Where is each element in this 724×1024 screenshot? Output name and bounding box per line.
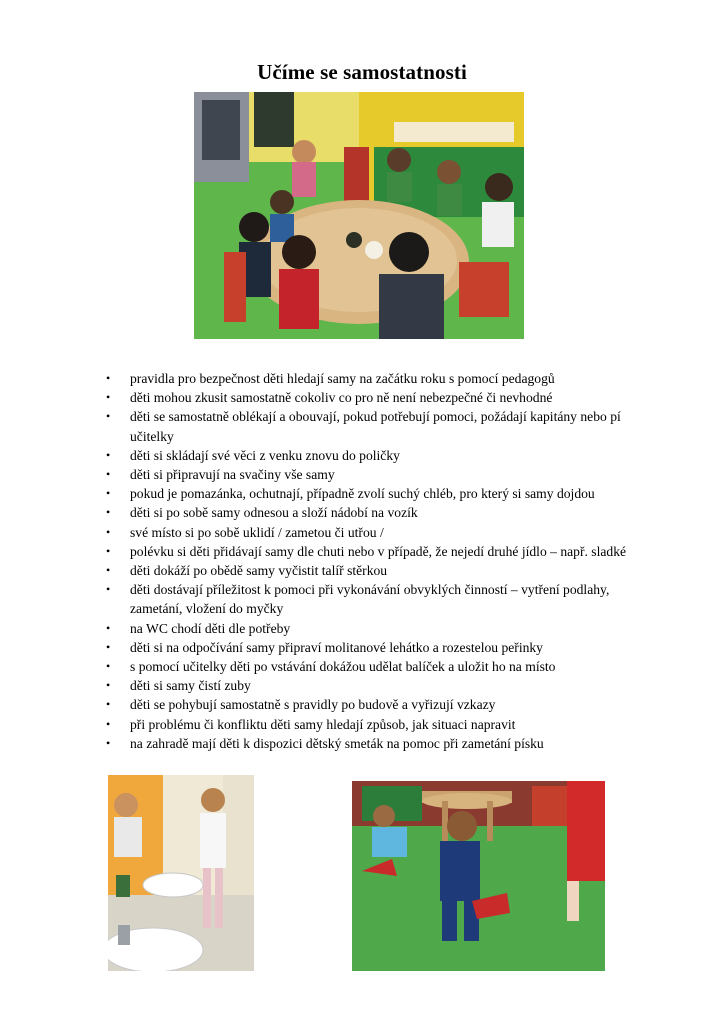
list-item: • děti dokáží po obědě samy vyčistit talíř stěrkou: [106, 561, 646, 580]
list-item: • děti se samostatně oblékají a obouvají, pokud potřebují pomoci, požádají kapitány nebo pí učitelky: [106, 409, 621, 444]
list-item: • děti si samy čistí zuby: [106, 676, 646, 695]
list-item: • děti si připravují na svačiny vše samy: [106, 465, 646, 484]
list-item: • pravidla pro bezpečnost děti hledají samy na začátku roku s pomocí pedagogů: [106, 369, 646, 388]
list-item: • pokud je pomazánka, ochutnají, případně zvolí suchý chléb, pro který si samy dojdou: [106, 484, 646, 503]
list-item: • s pomocí učitelky děti po vstávání dokážou udělat balíček a uložit ho na místo: [106, 657, 646, 676]
bullet-icon: •: [106, 716, 111, 731]
list-item: • na WC chodí děti dle potřeby: [106, 619, 646, 638]
list-item: • děti si na odpočívání samy připraví molitanové lehátko a rozestelou peřinky: [106, 638, 646, 657]
bullet-icon: •: [106, 390, 111, 405]
bullet-icon: •: [106, 409, 111, 424]
bullet-icon: •: [106, 697, 111, 712]
list-item: • děti mohou zkusit samostatně cokoliv co pro ně není nebezpečné či nevhodné: [106, 388, 646, 407]
page-title: Učíme se samostatnosti: [257, 60, 467, 84]
list-item: • děti dostávají příležitost k pomoci při vykonávání obvyklých činností – vytření podlahy, zametání, vložení do myčky: [106, 582, 610, 617]
bullet-icon: •: [106, 582, 111, 597]
bullet-icon: •: [106, 735, 111, 750]
bullet-icon: •: [106, 447, 111, 462]
bullet-icon: •: [106, 486, 111, 501]
bullet-icon: •: [106, 563, 111, 578]
bullet-icon: •: [106, 543, 111, 558]
bullet-icon: •: [106, 620, 111, 635]
bullet-icon: •: [106, 659, 111, 674]
list-item: • na zahradě mají děti k dispozici dětský smeták na pomoc při zametání písku: [106, 734, 646, 753]
bullet-icon: •: [106, 524, 111, 539]
bullet-icon: •: [106, 639, 111, 654]
bullet-icon: •: [106, 678, 111, 693]
photo-children-at-table: [194, 92, 524, 339]
list-item: • při problému či konfliktu děti samy hledají způsob, jak situaci napravit: [106, 715, 646, 734]
list-item: • své místo si po sobě uklidí / zametou či utřou /: [106, 523, 646, 542]
bullet-icon: •: [106, 467, 111, 482]
photo-children-sweeping: [352, 781, 605, 971]
photo-children-washing-hands: [108, 775, 254, 971]
bullet-icon: •: [106, 505, 111, 520]
bullet-list: [106, 369, 646, 753]
list-item: • děti si po sobě samy odnesou a složí nádobí na vozík: [106, 503, 646, 522]
list-item: • polévku si děti přidávají samy dle chuti nebo v případě, že nejedí druhé jídlo – např. sladké: [106, 542, 646, 561]
bullet-icon: •: [106, 371, 111, 385]
list-item: • děti se pohybují samostatně s pravidly po budově a vyřizují vzkazy: [106, 695, 646, 714]
list-item: • děti si skládají své věci z venku znovu do poličky: [106, 446, 646, 465]
